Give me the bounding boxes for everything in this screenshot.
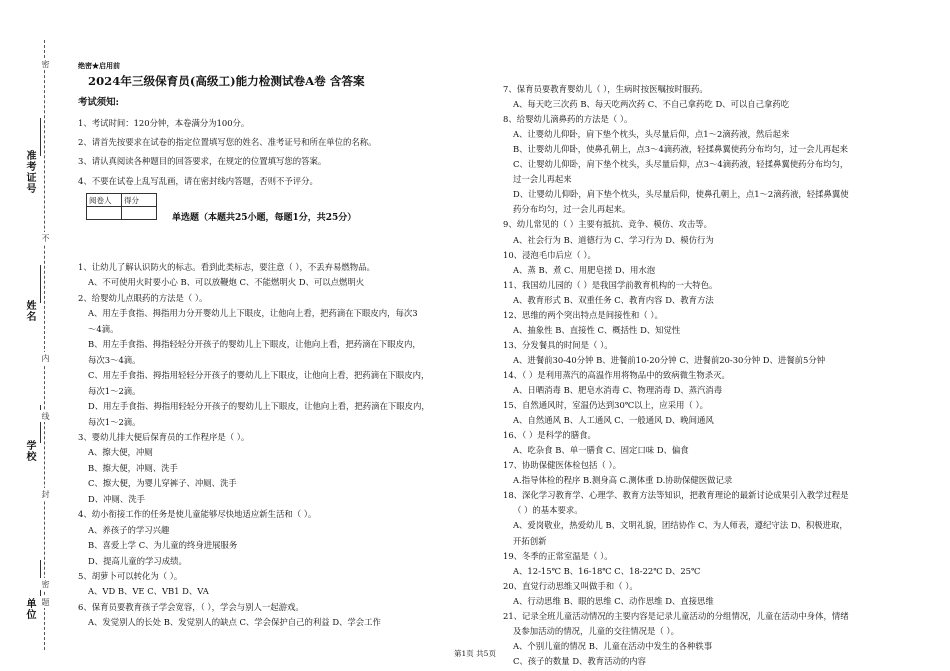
question-stem: 10、浸泡毛巾后应（ ）。 bbox=[503, 249, 596, 260]
question-line: A、养孩子的学习兴趣 bbox=[88, 524, 170, 535]
question-line: C、用左手食指、拇指用轻轻分开孩子的婴幼儿上下眼皮，让他向上看，把药滴在下眼皮内， bbox=[88, 370, 430, 381]
question-line: 药分布均匀，过一会儿再起来。 bbox=[513, 204, 631, 215]
question-stem: 14、（ ）是利用蒸汽的高温作用将物品中的致病微生物杀灭。 bbox=[503, 369, 730, 380]
question-line: A、12-15℃ B、16-18℃ C、18-22℃ D、25℃ bbox=[513, 565, 701, 576]
question-line: A.指导体检的程序 B.测身高 C.测体重 D.协助保健医做记录 bbox=[513, 475, 733, 486]
question-stem: 15、自然通风时，室温仍达到30℃以上，应采用（ ）。 bbox=[503, 400, 709, 411]
question-stem: 1、让幼儿了解认识防火的标志。看到此类标志，要注意（ ），不丢弃易燃物品。 bbox=[78, 262, 375, 272]
page-title: 2024年三级保育员(高级工)能力检测试卷A卷 含答案 bbox=[88, 74, 365, 88]
question-stem: 5、胡萝卜可以转化为（ ）。 bbox=[78, 571, 183, 581]
question-line: A、不可使用火时要小心 B、可以放鞭炮 C、不能燃明火 D、可以点燃明火 bbox=[88, 277, 365, 288]
question-stem: 9、幼儿常见的（ ）主要有抵抗、竞争、模仿、攻击等。 bbox=[503, 219, 712, 230]
question-stem: 13、分发餐具的时间是（ ）。 bbox=[503, 339, 613, 350]
question-line: A、用左手食指、拇指用力分开婴幼儿上下眼皮，让他向上看，把药滴在下眼皮内，每次3 bbox=[88, 308, 418, 319]
question-line: A、进餐前30-40分钟 B、进餐前10-20分钟 C、进餐前20-30分钟 D、进餐前5分钟 bbox=[513, 354, 826, 365]
question-line: C、擦大便，为婴儿穿裤子、冲厕、洗手 bbox=[88, 478, 237, 489]
score-table-score: 得分 bbox=[122, 194, 157, 207]
question-line: A、自然通风 B、人工通风 C、一般通风 D、晚间通风 bbox=[513, 415, 714, 426]
label-exam-id: 准考证号 bbox=[24, 150, 35, 194]
question-line: D、冲厕、洗手 bbox=[88, 493, 145, 504]
question-stem: 18、深化学习教育学、心理学、教育方法等知识，把教育理论的最新讨论成果引入教学过程是 bbox=[503, 490, 849, 501]
score-cell bbox=[122, 207, 157, 220]
page-footer: 第1页 共5页 bbox=[454, 649, 496, 658]
question-stem: 7、保育员要教育婴幼儿（ ），生病时按医嘱按时服药。 bbox=[503, 84, 708, 94]
seal-mark: 题 bbox=[41, 598, 50, 606]
seal-line bbox=[44, 40, 45, 650]
question-line: B、喜爱上学 C、为儿童的终身进展服务 bbox=[88, 540, 238, 551]
notice-title: 考试须知: bbox=[78, 97, 119, 108]
question-line: D、提高儿童的学习成绩。 bbox=[88, 555, 187, 566]
question-stem: 20、直觉行动思维又叫做手和（ ）。 bbox=[503, 580, 638, 591]
question-line: B、用左手食指、拇指轻轻分开孩子的婴幼儿上下眼皮，让他向上看，把药滴在下眼皮内， bbox=[88, 339, 421, 350]
notice-item: 3、请认真阅读各种题目的回答要求，在规定的位置填写您的答案。 bbox=[78, 156, 327, 166]
question-stem: 17、协助保健医体检包括（ ）。 bbox=[503, 460, 621, 471]
question-line: A、发觉别人的长处 B、发觉别人的缺点 C、学会保护自己的利益 D、学会工作 bbox=[88, 617, 381, 628]
question-line: A、爱岗敬业，热爱幼儿 B、文明礼貌，团结协作 C、为人师表，遵纪守法 D、积极进取， bbox=[513, 520, 848, 531]
question-stem: 21、记录全班儿童活动情况的主要内容是记录儿童活动的分组情况，儿童在活动中身体，情绪 bbox=[503, 610, 849, 621]
label-name: 姓名 bbox=[24, 300, 35, 322]
question-line: D、让婴幼儿仰卧，肩下垫个枕头，头尽量后仰，使鼻孔朝上，点1～2滴药液，轻揉鼻翼使 bbox=[513, 189, 849, 200]
question-stem: 2、给婴幼儿点眼药的方法是（ ）。 bbox=[78, 292, 208, 303]
question-line: 及参加活动的情况，儿童的交往情况是（ ）。 bbox=[513, 625, 679, 636]
notice-item: 4、不要在试卷上乱写乱画，请在密封线内答题，否则不予评分。 bbox=[78, 176, 318, 186]
label-school: 学校 bbox=[24, 440, 35, 462]
blank-exam-id bbox=[40, 118, 41, 156]
question-stem: 12、思维的两个突出特点是间接性和（ ）。 bbox=[503, 309, 663, 320]
question-line: B、擦大便，冲厕、洗手 bbox=[88, 462, 178, 473]
seal-mark: 不 bbox=[41, 234, 50, 242]
question-stem: 19、冬季的正常室温是（ ）。 bbox=[503, 550, 613, 561]
question-line: ～4滴。 bbox=[88, 323, 119, 334]
question-line: 每次1～2滴。 bbox=[88, 385, 141, 396]
score-table-grader: 阅卷人 bbox=[87, 194, 122, 207]
question-line: B、让婴幼儿仰卧，使鼻孔朝上，点3～4滴药液，轻揉鼻翼使药分布均匀，过一会儿再起来 bbox=[513, 144, 849, 155]
score-table bbox=[86, 193, 157, 220]
question-line: A、抽象性 B、直接性 C、概括性 D、知觉性 bbox=[513, 324, 681, 335]
notice-item: 1、考试时间：120分钟，本卷满分为100分。 bbox=[78, 118, 250, 128]
question-line: D、用左手食指、拇指用轻轻分开孩子的婴幼儿上下眼皮，让他向上看，把药滴在下眼皮内， bbox=[88, 401, 430, 412]
question-stem: 4、幼小衔接工作的任务是使儿童能够尽快地适应新生活和（ ）。 bbox=[78, 509, 317, 520]
seal-mark: 密 bbox=[41, 580, 50, 588]
question-stem: 3、婴幼儿排大便后保育员的工作程序是（ ）。 bbox=[78, 431, 250, 442]
question-stem: 6、保育员要教育孩子学会宽容，（ ），学会与别人一起游戏。 bbox=[78, 601, 304, 612]
score-cell bbox=[87, 207, 122, 220]
blank-name bbox=[40, 265, 41, 303]
binding-gutter bbox=[0, 0, 60, 671]
question-line: A、吃杂食 B、单一膳食 C、固定口味 D、偏食 bbox=[513, 445, 689, 456]
label-unit: 单位 bbox=[24, 598, 35, 620]
question-line: A、让婴幼儿仰卧，肩下垫个枕头，头尽量后仰，点1～2滴药液，然后起来 bbox=[513, 129, 790, 140]
question-line: C、孩子的数量 D、教育活动的内容 bbox=[513, 655, 647, 666]
question-line: A、日晒消毒 B、肥皂水消毒 C、物理消毒 D、蒸汽消毒 bbox=[513, 385, 723, 395]
question-line: 过一会儿再起来 bbox=[513, 174, 572, 185]
seal-mark: 密 bbox=[41, 60, 50, 68]
question-stem: 11、我国幼儿园的（ ）是我国学前教育机构的一大特色。 bbox=[503, 279, 718, 290]
question-line: A、蒸 B、煮 C、用肥皂搓 D、用水泡 bbox=[513, 264, 656, 275]
question-line: A、教育形式 B、双重任务 C、教育内容 D、教育方法 bbox=[513, 294, 714, 305]
question-line: （ ）的基本要求。 bbox=[513, 505, 583, 516]
section-heading: 单选题（本题共25小题，每题1分，共25分） bbox=[172, 213, 357, 223]
seal-mark: 线 bbox=[41, 412, 50, 420]
question-line: 每次1～2滴。 bbox=[88, 416, 141, 427]
question-line: A、个别儿童的情况 B、儿童在活动中发生的各种轶事 bbox=[513, 640, 713, 651]
seal-mark: 封 bbox=[41, 490, 50, 498]
question-line: A、每天吃三次药 B、每天吃两次药 C、不自己拿药吃 D、可以自己拿药吃 bbox=[513, 99, 790, 110]
question-line: 每次3～4滴。 bbox=[88, 354, 141, 365]
notice-item: 2、请首先按要求在试卷的指定位置填写您的姓名、准考证号和所在单位的名称。 bbox=[78, 137, 377, 147]
question-line: A、社会行为 B、道德行为 C、学习行为 D、模仿行为 bbox=[513, 234, 714, 245]
question-line: C、让婴幼儿仰卧，肩下垫个枕头，头尽量后仰，点3～4滴药液，轻揉鼻翼使药分布均匀， bbox=[513, 159, 849, 170]
secret-label: 绝密★启用前 bbox=[78, 61, 120, 70]
question-stem: 8、给婴幼儿滴鼻药的方法是（ ）。 bbox=[503, 114, 633, 125]
question-line: A、VD B、VE C、VB1 D、VA bbox=[88, 586, 209, 597]
question-stem: 16、（ ）是科学的膳食。 bbox=[503, 430, 596, 441]
question-line: 开拓创新 bbox=[513, 535, 547, 546]
seal-mark: 内 bbox=[41, 354, 50, 362]
question-line: A、擦大便，冲厕 bbox=[88, 447, 153, 458]
question-line: A、行动思维 B、眼的思维 C、动作思维 D、直接思维 bbox=[513, 595, 714, 606]
